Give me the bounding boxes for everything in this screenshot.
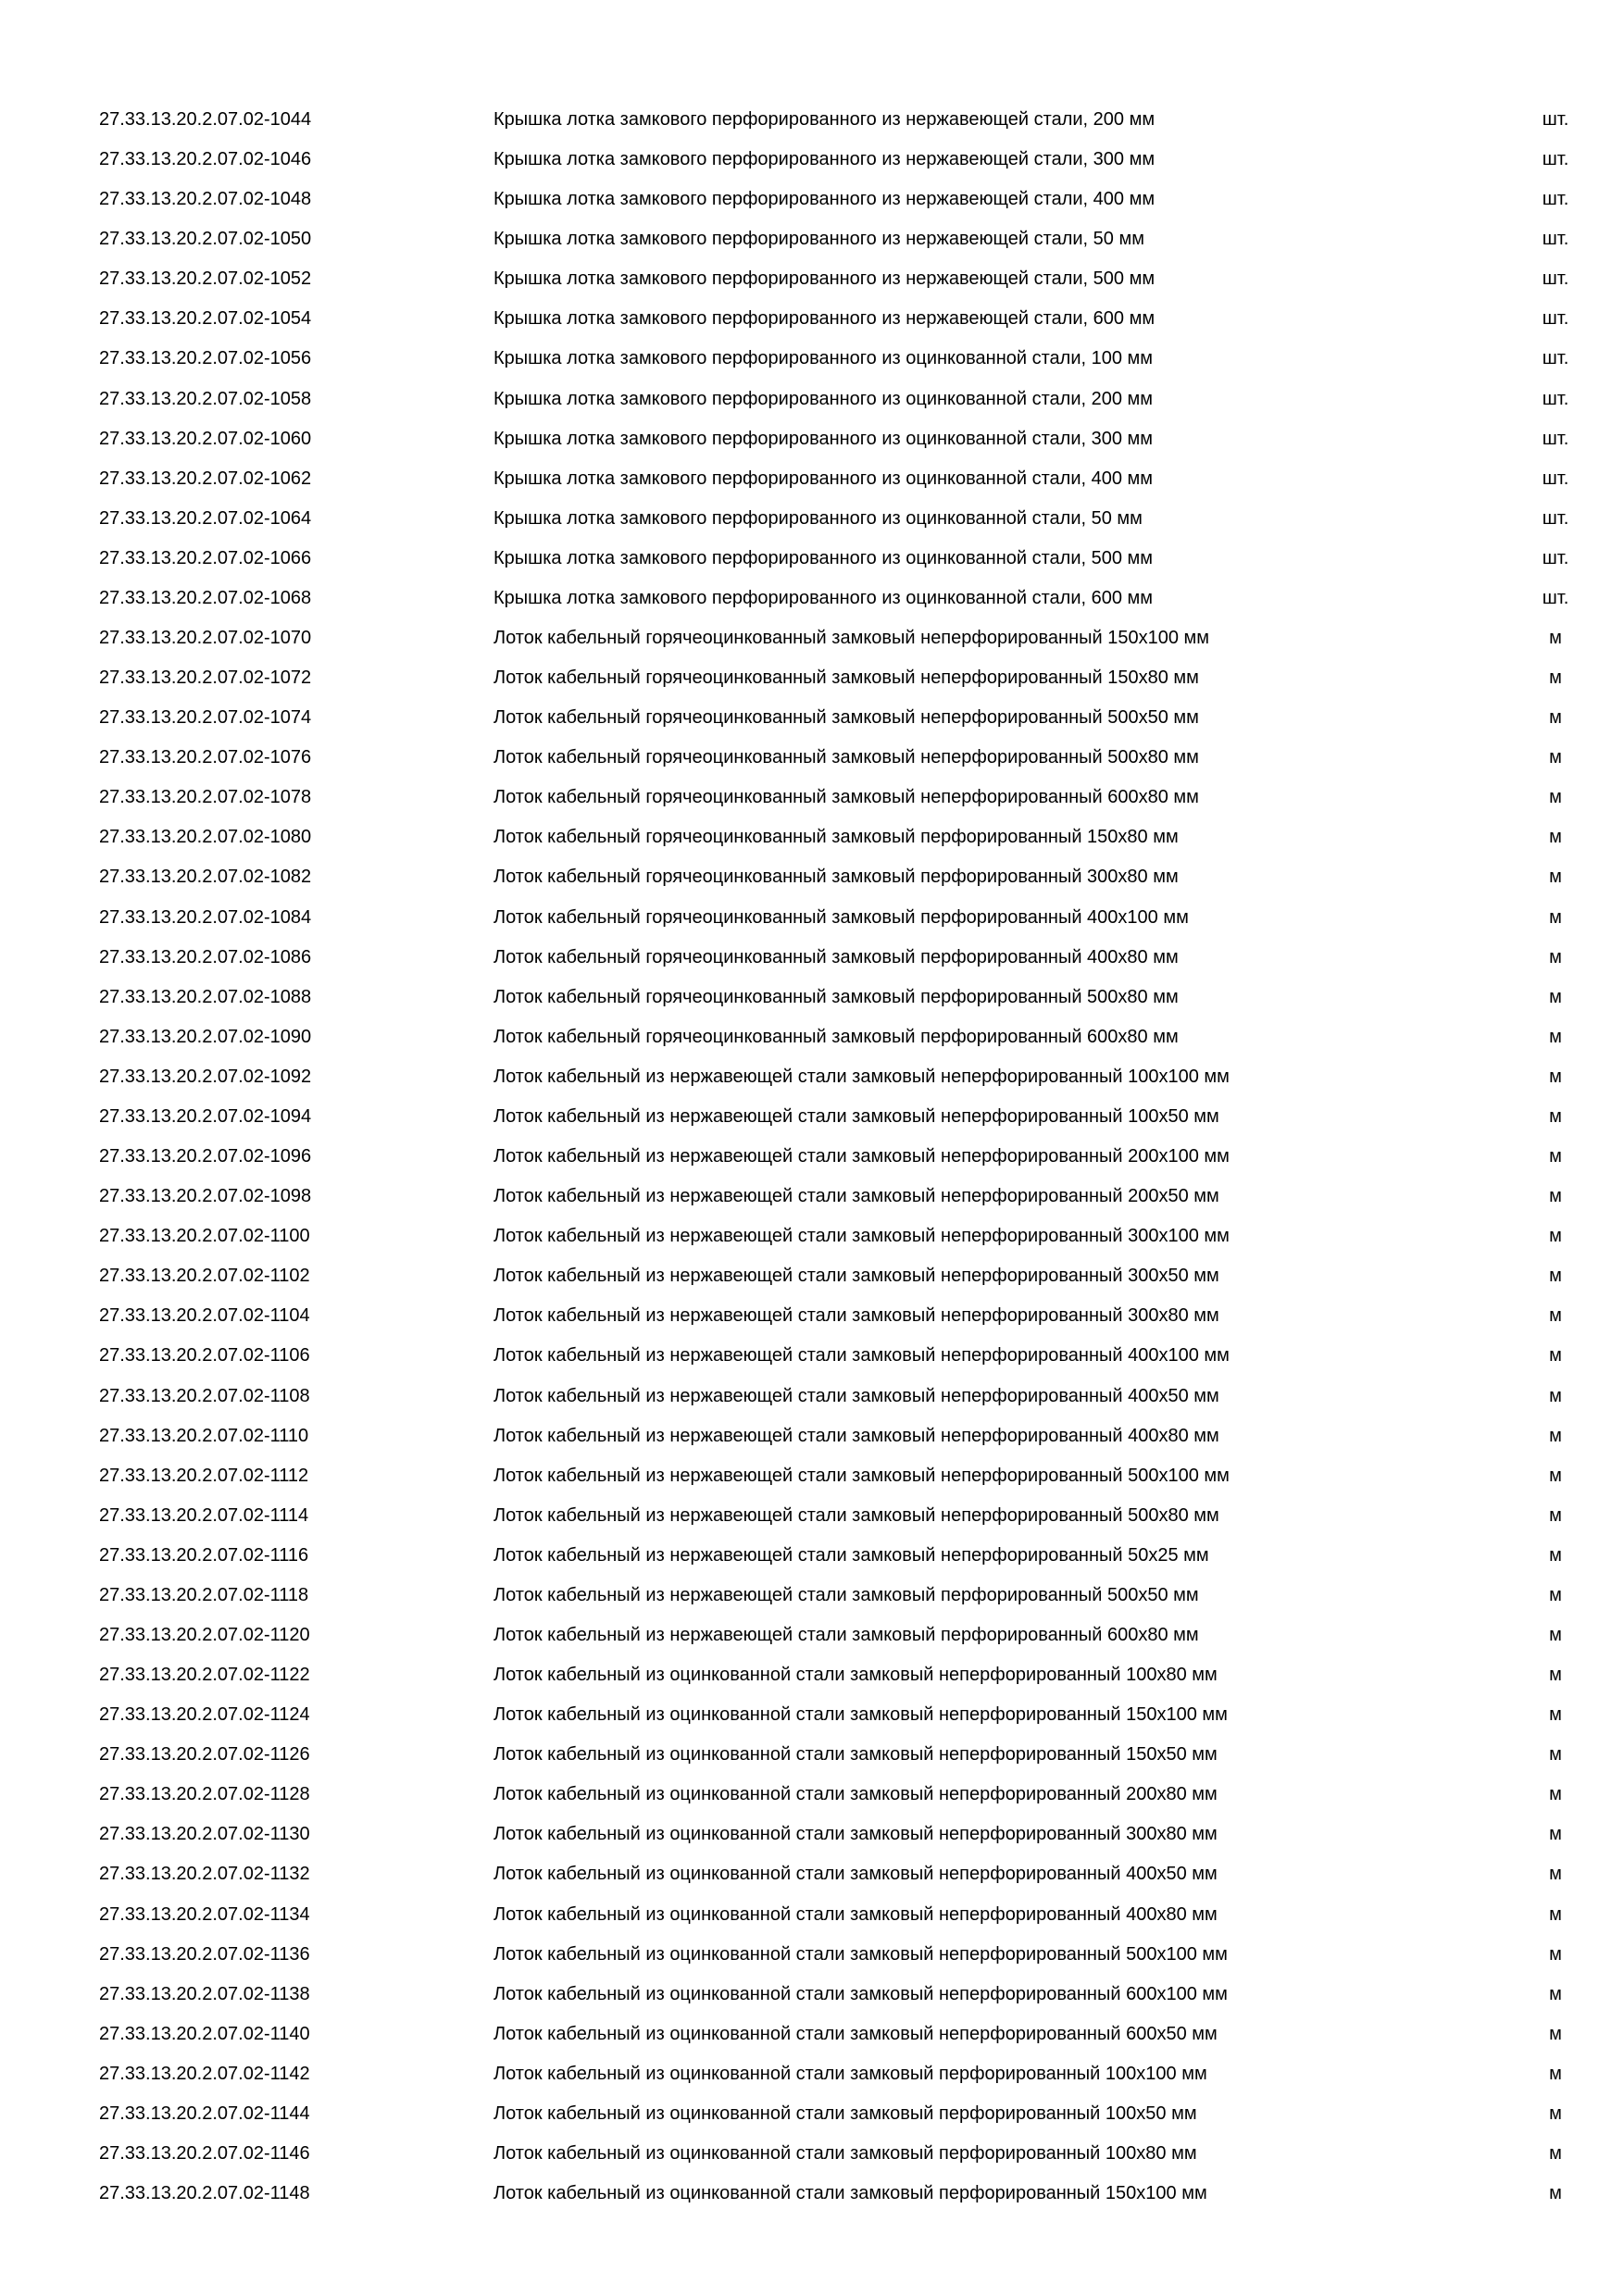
item-unit: м [1549, 1704, 1562, 1726]
item-code: 27.33.13.20.2.07.02-1134 [99, 1903, 310, 1925]
table-row [0, 978, 1624, 1017]
item-unit: м [1549, 1385, 1562, 1406]
item-unit: м [1549, 1903, 1562, 1925]
item-unit: шт. [1542, 468, 1569, 489]
table-row [0, 2094, 1624, 2134]
item-name: Лоток кабельный из оцинкованной стали замковый неперфорированный 150x100 мм [493, 1704, 1228, 1726]
item-code: 27.33.13.20.2.07.02-1138 [99, 1983, 310, 2004]
item-name: Лоток кабельный горячеоцинкованный замковый перфорированный 300x80 мм [493, 867, 1179, 888]
table-row [0, 100, 1624, 140]
item-unit: м [1549, 1824, 1562, 1845]
table-row [0, 1935, 1624, 1975]
item-name: Крышка лотка замкового перфорированного из оцинкованной стали, 200 мм [493, 388, 1154, 409]
item-code: 27.33.13.20.2.07.02-1126 [99, 1744, 310, 1766]
item-code: 27.33.13.20.2.07.02-1046 [99, 149, 312, 170]
item-name: Лоток кабельный из оцинкованной стали замковый неперфорированный 600x50 мм [493, 2023, 1218, 2044]
item-name: Лоток кабельный горячеоцинкованный замковый неперфорированный 500x50 мм [493, 707, 1199, 729]
item-name: Лоток кабельный из нержавеющей стали замковый неперфорированный 400x50 мм [493, 1385, 1219, 1406]
table-row [0, 459, 1624, 499]
item-unit: м [1549, 1266, 1562, 1287]
table-row [0, 658, 1624, 698]
table-row [0, 2054, 1624, 2094]
item-code: 27.33.13.20.2.07.02-1106 [99, 1345, 310, 1366]
item-code: 27.33.13.20.2.07.02-1082 [99, 867, 312, 888]
item-code: 27.33.13.20.2.07.02-1090 [99, 1026, 312, 1047]
item-code: 27.33.13.20.2.07.02-1054 [99, 308, 312, 330]
table-row [0, 1735, 1624, 1775]
table-row [0, 539, 1624, 579]
item-unit: шт. [1542, 388, 1569, 409]
item-name: Лоток кабельный из нержавеющей стали замковый неперфорированный 300x50 мм [493, 1266, 1219, 1287]
item-code: 27.33.13.20.2.07.02-1124 [99, 1704, 310, 1726]
item-code: 27.33.13.20.2.07.02-1056 [99, 348, 312, 369]
table-row [0, 2134, 1624, 2174]
item-name: Лоток кабельный горячеоцинкованный замковый перфорированный 600x80 мм [493, 1026, 1179, 1047]
item-unit: м [1549, 1665, 1562, 1686]
item-code: 27.33.13.20.2.07.02-1092 [99, 1066, 312, 1087]
item-name: Крышка лотка замкового перфорированного из оцинкованной стали, 600 мм [493, 587, 1154, 608]
item-unit: шт. [1542, 348, 1569, 369]
item-unit: шт. [1542, 109, 1569, 130]
item-unit: м [1549, 946, 1562, 967]
item-unit: м [1549, 1864, 1562, 1885]
item-code: 27.33.13.20.2.07.02-1050 [99, 229, 312, 250]
item-name: Лоток кабельный из нержавеющей стали замковый неперфорированный 200x100 мм [493, 1146, 1230, 1167]
item-name: Крышка лотка замкового перфорированного из нержавеющей стали, 300 мм [493, 149, 1156, 170]
item-unit: м [1549, 2023, 1562, 2044]
item-unit: м [1549, 707, 1562, 729]
table-row [0, 1456, 1624, 1496]
table-row [0, 499, 1624, 539]
item-code: 27.33.13.20.2.07.02-1128 [99, 1784, 310, 1805]
item-name: Крышка лотка замкового перфорированного из нержавеющей стали, 600 мм [493, 308, 1156, 330]
item-code: 27.33.13.20.2.07.02-1132 [99, 1864, 310, 1885]
table-row [0, 2015, 1624, 2054]
item-name: Лоток кабельный горячеоцинкованный замковый неперфорированный 500x80 мм [493, 747, 1199, 768]
item-unit: м [1549, 1105, 1562, 1127]
item-name: Лоток кабельный горячеоцинкованный замковый перфорированный 150x80 мм [493, 827, 1179, 848]
table-row [0, 1336, 1624, 1376]
item-unit: м [1549, 2103, 1562, 2124]
item-code: 27.33.13.20.2.07.02-1118 [99, 1584, 309, 1605]
item-unit: м [1549, 2142, 1562, 2164]
item-unit: м [1549, 2063, 1562, 2084]
item-name: Крышка лотка замкового перфорированного из оцинкованной стали, 100 мм [493, 348, 1154, 369]
table-row [0, 1536, 1624, 1576]
table-row [0, 778, 1624, 817]
item-unit: м [1549, 1146, 1562, 1167]
table-row [0, 1377, 1624, 1416]
item-name: Лоток кабельный из оцинкованной стали замковый перфорированный 150x100 мм [493, 2183, 1207, 2204]
item-code: 27.33.13.20.2.07.02-1094 [99, 1105, 312, 1127]
table-row [0, 380, 1624, 419]
item-code: 27.33.13.20.2.07.02-1100 [99, 1226, 310, 1247]
table-row [0, 1655, 1624, 1695]
table-row [0, 1256, 1624, 1296]
item-name: Лоток кабельный из оцинкованной стали замковый неперфорированный 500x100 мм [493, 1943, 1228, 1965]
item-unit: шт. [1542, 229, 1569, 250]
table-row [0, 180, 1624, 219]
item-name: Лоток кабельный из нержавеющей стали замковый неперфорированный 50x25 мм [493, 1544, 1209, 1566]
item-unit: м [1549, 628, 1562, 649]
item-code: 27.33.13.20.2.07.02-1130 [99, 1824, 310, 1845]
item-unit: м [1549, 906, 1562, 928]
table-row [0, 1854, 1624, 1894]
item-unit: м [1549, 827, 1562, 848]
item-unit: шт. [1542, 507, 1569, 529]
item-code: 27.33.13.20.2.07.02-1084 [99, 906, 312, 928]
item-code: 27.33.13.20.2.07.02-1142 [99, 2063, 310, 2084]
table-row [0, 1975, 1624, 2015]
item-unit: шт. [1542, 268, 1569, 290]
table-row [0, 698, 1624, 738]
item-unit: шт. [1542, 428, 1569, 449]
table-row [0, 1177, 1624, 1217]
item-unit: м [1549, 1026, 1562, 1047]
item-code: 27.33.13.20.2.07.02-1146 [99, 2142, 310, 2164]
table-row [0, 259, 1624, 299]
table-row [0, 1296, 1624, 1336]
table-row [0, 2174, 1624, 2214]
item-code: 27.33.13.20.2.07.02-1062 [99, 468, 312, 489]
item-unit: м [1549, 1544, 1562, 1566]
item-code: 27.33.13.20.2.07.02-1068 [99, 587, 312, 608]
item-code: 27.33.13.20.2.07.02-1136 [99, 1943, 310, 1965]
item-code: 27.33.13.20.2.07.02-1058 [99, 388, 312, 409]
item-code: 27.33.13.20.2.07.02-1080 [99, 827, 312, 848]
item-unit: м [1549, 1345, 1562, 1366]
item-code: 27.33.13.20.2.07.02-1088 [99, 986, 312, 1007]
table-row [0, 299, 1624, 339]
table-row [0, 1895, 1624, 1935]
item-unit: шт. [1542, 149, 1569, 170]
item-name: Лоток кабельный из оцинкованной стали замковый неперфорированный 100x80 мм [493, 1665, 1218, 1686]
table-row [0, 938, 1624, 978]
item-code: 27.33.13.20.2.07.02-1078 [99, 787, 312, 808]
item-name: Лоток кабельный из оцинкованной стали замковый неперфорированный 150x50 мм [493, 1744, 1218, 1766]
item-name: Крышка лотка замкового перфорированного из нержавеющей стали, 400 мм [493, 189, 1156, 210]
item-unit: м [1549, 787, 1562, 808]
item-code: 27.33.13.20.2.07.02-1076 [99, 747, 312, 768]
item-name: Лоток кабельный из нержавеющей стали замковый неперфорированный 100x50 мм [493, 1105, 1219, 1127]
item-code: 27.33.13.20.2.07.02-1048 [99, 189, 312, 210]
item-code: 27.33.13.20.2.07.02-1102 [99, 1266, 310, 1287]
table-row [0, 1217, 1624, 1256]
item-unit: м [1549, 668, 1562, 689]
item-code: 27.33.13.20.2.07.02-1148 [99, 2183, 310, 2204]
item-unit: м [1549, 986, 1562, 1007]
item-unit: м [1549, 2183, 1562, 2204]
item-unit: м [1549, 1066, 1562, 1087]
item-unit: шт. [1542, 189, 1569, 210]
table-row [0, 339, 1624, 379]
item-name: Лоток кабельный горячеоцинкованный замковый неперфорированный 600x80 мм [493, 787, 1199, 808]
item-name: Лоток кабельный из оцинкованной стали замковый неперфорированный 300x80 мм [493, 1824, 1218, 1845]
item-code: 27.33.13.20.2.07.02-1098 [99, 1186, 312, 1207]
item-unit: м [1549, 1305, 1562, 1327]
item-name: Лоток кабельный из нержавеющей стали замковый неперфорированный 300x100 мм [493, 1226, 1230, 1247]
item-unit: м [1549, 1943, 1562, 1965]
item-code: 27.33.13.20.2.07.02-1120 [99, 1624, 310, 1645]
item-code: 27.33.13.20.2.07.02-1114 [99, 1504, 309, 1526]
item-unit: шт. [1542, 547, 1569, 568]
item-code: 27.33.13.20.2.07.02-1052 [99, 268, 312, 290]
item-name: Лоток кабельный горячеоцинкованный замковый неперфорированный 150x100 мм [493, 628, 1210, 649]
table-row [0, 579, 1624, 618]
table-row [0, 1017, 1624, 1057]
item-unit: м [1549, 1744, 1562, 1766]
item-unit: м [1549, 1465, 1562, 1486]
table-row [0, 419, 1624, 459]
item-code: 27.33.13.20.2.07.02-1140 [99, 2023, 310, 2044]
item-name: Крышка лотка замкового перфорированного из оцинкованной стали, 50 мм [493, 507, 1143, 529]
item-code: 27.33.13.20.2.07.02-1096 [99, 1146, 312, 1167]
item-name: Лоток кабельный из оцинкованной стали замковый неперфорированный 600x100 мм [493, 1983, 1228, 2004]
item-name: Лоток кабельный горячеоцинкованный замковый перфорированный 400x80 мм [493, 946, 1179, 967]
item-unit: м [1549, 867, 1562, 888]
item-unit: м [1549, 747, 1562, 768]
item-name: Лоток кабельный из нержавеющей стали замковый неперфорированный 500x100 мм [493, 1465, 1230, 1486]
item-name: Лоток кабельный из нержавеющей стали замковый неперфорированный 300x80 мм [493, 1305, 1219, 1327]
item-code: 27.33.13.20.2.07.02-1070 [99, 628, 312, 649]
item-unit: м [1549, 1226, 1562, 1247]
item-name: Крышка лотка замкового перфорированного из оцинкованной стали, 500 мм [493, 547, 1154, 568]
table-row [0, 140, 1624, 180]
item-code: 27.33.13.20.2.07.02-1072 [99, 668, 312, 689]
item-code: 27.33.13.20.2.07.02-1108 [99, 1385, 310, 1406]
item-code: 27.33.13.20.2.07.02-1116 [99, 1544, 309, 1566]
item-name: Крышка лотка замкового перфорированного из нержавеющей стали, 500 мм [493, 268, 1156, 290]
table-row [0, 618, 1624, 658]
item-name: Лоток кабельный из оцинкованной стали замковый перфорированный 100x100 мм [493, 2063, 1207, 2084]
item-name: Лоток кабельный из нержавеющей стали замковый неперфорированный 400x80 мм [493, 1425, 1219, 1446]
table-row [0, 1616, 1624, 1655]
item-unit: м [1549, 1425, 1562, 1446]
item-code: 27.33.13.20.2.07.02-1064 [99, 507, 312, 529]
table-row [0, 738, 1624, 778]
table-row [0, 857, 1624, 897]
item-name: Лоток кабельный из нержавеющей стали замковый перфорированный 500x50 мм [493, 1584, 1199, 1605]
table-row [0, 1137, 1624, 1177]
table-row [0, 1496, 1624, 1536]
item-name: Крышка лотка замкового перфорированного из оцинкованной стали, 400 мм [493, 468, 1154, 489]
item-unit: м [1549, 1624, 1562, 1645]
item-name: Лоток кабельный из оцинкованной стали замковый неперфорированный 400x50 мм [493, 1864, 1218, 1885]
item-code: 27.33.13.20.2.07.02-1074 [99, 707, 312, 729]
item-name: Лоток кабельный из оцинкованной стали замковый перфорированный 100x50 мм [493, 2103, 1197, 2124]
item-unit: м [1549, 1186, 1562, 1207]
item-name: Крышка лотка замкового перфорированного из нержавеющей стали, 50 мм [493, 229, 1144, 250]
item-unit: м [1549, 1584, 1562, 1605]
table-row [0, 1057, 1624, 1097]
table-row [0, 817, 1624, 857]
item-unit: м [1549, 1784, 1562, 1805]
item-name: Лоток кабельный из нержавеющей стали замковый неперфорированный 500x80 мм [493, 1504, 1219, 1526]
item-name: Лоток кабельный из оцинкованной стали замковый неперфорированный 200x80 мм [493, 1784, 1218, 1805]
table-row [0, 1416, 1624, 1456]
item-unit: м [1549, 1983, 1562, 2004]
item-unit: шт. [1542, 587, 1569, 608]
item-code: 27.33.13.20.2.07.02-1110 [99, 1425, 309, 1446]
item-code: 27.33.13.20.2.07.02-1122 [99, 1665, 310, 1686]
item-code: 27.33.13.20.2.07.02-1086 [99, 946, 312, 967]
item-code: 27.33.13.20.2.07.02-1060 [99, 428, 312, 449]
item-unit: м [1549, 1504, 1562, 1526]
table-row [0, 1576, 1624, 1616]
item-unit: шт. [1542, 308, 1569, 330]
item-code: 27.33.13.20.2.07.02-1044 [99, 109, 312, 130]
catalog-table [0, 100, 1624, 2214]
table-row [0, 1097, 1624, 1137]
item-name: Лоток кабельный горячеоцинкованный замковый неперфорированный 150x80 мм [493, 668, 1199, 689]
table-row [0, 898, 1624, 938]
item-name: Лоток кабельный из оцинкованной стали замковый перфорированный 100x80 мм [493, 2142, 1197, 2164]
item-code: 27.33.13.20.2.07.02-1066 [99, 547, 312, 568]
item-name: Лоток кабельный горячеоцинкованный замковый перфорированный 400x100 мм [493, 906, 1189, 928]
table-row [0, 1815, 1624, 1854]
item-name: Крышка лотка замкового перфорированного из оцинкованной стали, 300 мм [493, 428, 1154, 449]
table-row [0, 1695, 1624, 1735]
item-name: Лоток кабельный из нержавеющей стали замковый неперфорированный 400x100 мм [493, 1345, 1230, 1366]
item-name: Лоток кабельный из оцинкованной стали замковый неперфорированный 400x80 мм [493, 1903, 1218, 1925]
item-name: Лоток кабельный горячеоцинкованный замковый перфорированный 500x80 мм [493, 986, 1179, 1007]
item-name: Лоток кабельный из нержавеющей стали замковый неперфорированный 100x100 мм [493, 1066, 1230, 1087]
item-code: 27.33.13.20.2.07.02-1104 [99, 1305, 310, 1327]
item-code: 27.33.13.20.2.07.02-1144 [99, 2103, 310, 2124]
table-row [0, 1775, 1624, 1815]
item-name: Лоток кабельный из нержавеющей стали замковый перфорированный 600x80 мм [493, 1624, 1199, 1645]
item-name: Крышка лотка замкового перфорированного из нержавеющей стали, 200 мм [493, 109, 1156, 130]
item-name: Лоток кабельный из нержавеющей стали замковый неперфорированный 200x50 мм [493, 1186, 1219, 1207]
table-row [0, 219, 1624, 259]
item-code: 27.33.13.20.2.07.02-1112 [99, 1465, 309, 1486]
